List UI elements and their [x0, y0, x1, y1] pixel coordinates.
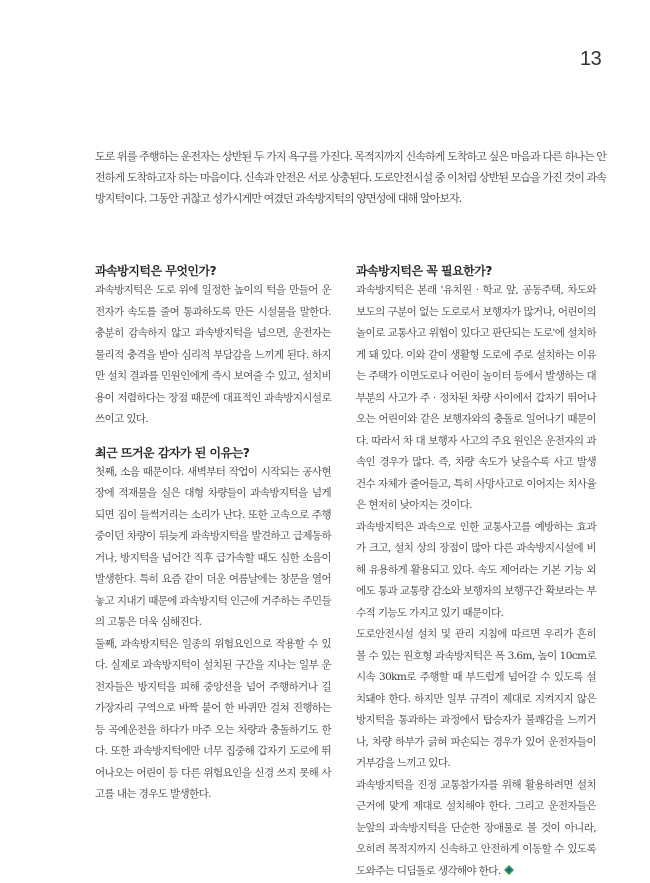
section-body-purpose: 과속방지턱은 본래 '유치원 · 학교 앞, 공동주택, 차도와 보도의 구분이 없는 도로로서 보행자가 많거나, 어린이의 놀이로 교통사고 위험이 있다고 판단되는 도로'에 설치하게 돼 있다. 이와 같이 생활형 도로에 주로 설치하는 이유는 주택가 이면도로나 어린이 놀이터 등에서 발생하는 대부분의 사고가 주 · 정차된 차량 사이에서 갑자기 뛰어나오는 어린이와 같은 보행자와의 충돌로 일어나기 때문이다. 따라서 차 대 보행자 사고의 주요 원인은 운전자의 과속인 경우가 많다. 즉, 차량 속도가 낮을수록 사고 발생 건수 자체가 줄어들고, 특히 사망사고로 이어지는 치사율은 현저히 낮아지는 것이다.: [356, 284, 596, 511]
section-body-standard: 도로안전시설 설치 및 관리 지침에 따르면 우리가 흔히 볼 수 있는 원호형 과속방지턱은 폭 3.6m, 높이 10cm로 시속 30km로 주행할 때 부드럽게 넘어갈 수 있도록 설치돼야 한다. 하지만 일부 규격이 제대로 지켜지지 않은 방지턱을 통과하는 과정에서 탑승자가 불쾌감을 느끼거나, 차량 하부가 긁혀 파손되는 경우가 있어 운전자들이 거부감을 느끼고 있다.: [356, 628, 596, 769]
section-heading-hot-potato: 최근 뜨거운 감자가 된 이유는?: [95, 445, 250, 460]
right-column: [356, 263, 596, 882]
section-body-noise: 첫째, 소음 때문이다. 새벽부터 작업이 시작되는 공사현장에 적재물을 실은 대형 차량들이 과속방지턱을 넘게 되면 짐이 들썩거리는 소리가 난다. 또한 고속으로 주행 중이던 차량이 뒤늦게 과속방지턱을 발견하고 급제동하거나, 방지턱을 넘어간 직후 급가속할 때도 심한 소음이 발생한다. 특히 요즘 같이 더운 여름날에는 창문을 열어놓고 지내기 때문에 과속방지턱 인근에 거주하는 주민들의 고통은 더욱 심해진다.: [95, 465, 331, 628]
section-body-what-is: 과속방지턱은 도로 위에 일정한 높이의 턱을 만들어 운전자가 속도를 줄여 통과하도록 만든 시설물을 말한다. 충분히 감속하지 않고 과속방지턱을 넘으면, 운전자는 물리적 충격을 받아 심리적 부담감을 느끼게 된다. 하지만 설치 결과를 민원인에게 즉시 보여줄 수 있고, 설치비용이 저렴하다는 장점 때문에 대표적인 과속방지시설로 쓰이고 있다.: [95, 284, 331, 425]
section-heading-what-is: 과속방지턱은 무엇인가?: [95, 264, 217, 278]
intro-paragraph: 도로 위를 주행하는 운전자는 상반된 두 가지 욕구를 가진다. 목적지까지 신속하게 도착하고 싶은 마음과 다른 하나는 안전하게 도착하고자 하는 마음이다. 신속과 안전은 서로 상충된다. 도로안전시설 중 이처럼 상반된 모습을 가진 것이 과속방지턱이다. 그동안 귀찮고 성가시게만 여겼던 과속방지턱의 양면성에 대해 알아보자.: [95, 150, 606, 205]
section-body-effect: 과속방지턱은 과속으로 인한 교통사고를 예방하는 효과가 크고, 설치 상의 장점이 많아 다른 과속방지시설에 비해 유용하게 활용되고 있다. 속도 제어라는 기본 기능 외에도 통과 교통량 감소와 보행자의 보행구간 확보라는 부수적 기능도 가지고 있기 때문이다.: [356, 520, 596, 619]
section-body-risk: 둘째, 과속방지턱은 일종의 위험요인으로 작용할 수 있다. 실제로 과속방지턱이 설치된 구간을 지나는 일부 운전자들은 방지턱을 피해 중앙선을 넘어 주행하거나 길 가장자리 구역으로 바짝 붙어 한 바퀴만 걸쳐 진행하는 등 곡예운전을 하다가 마주 오는 차량과 충돌하기도 한다. 또한 과속방지턱에만 너무 집중해 갑자기 도로에 뛰어나오는 어린이 등 다른 위험요인을 신경 쓰지 못해 사고를 내는 경우도 발생한다.: [95, 637, 331, 800]
left-column: [95, 263, 331, 806]
conclusion-text: 과속방지턱을 진정 교통참가자를 위해 활용하려면 설치 근거에 맞게 제대로 설치해야 한다. 그리고 운전자들은 눈앞의 과속방지턱을 단순한 장애물로 볼 것이 아니라, 오히려 목적지까지 신속하고 안전하게 이동할 수 있도록 도와주는 디딤돌로 생각해야 한다.: [356, 778, 596, 877]
section-heading-necessary: 과속방지턱은 꼭 필요한가?: [356, 264, 492, 278]
diamond-end-mark-icon: [504, 862, 514, 872]
page-number: 13: [580, 48, 602, 70]
